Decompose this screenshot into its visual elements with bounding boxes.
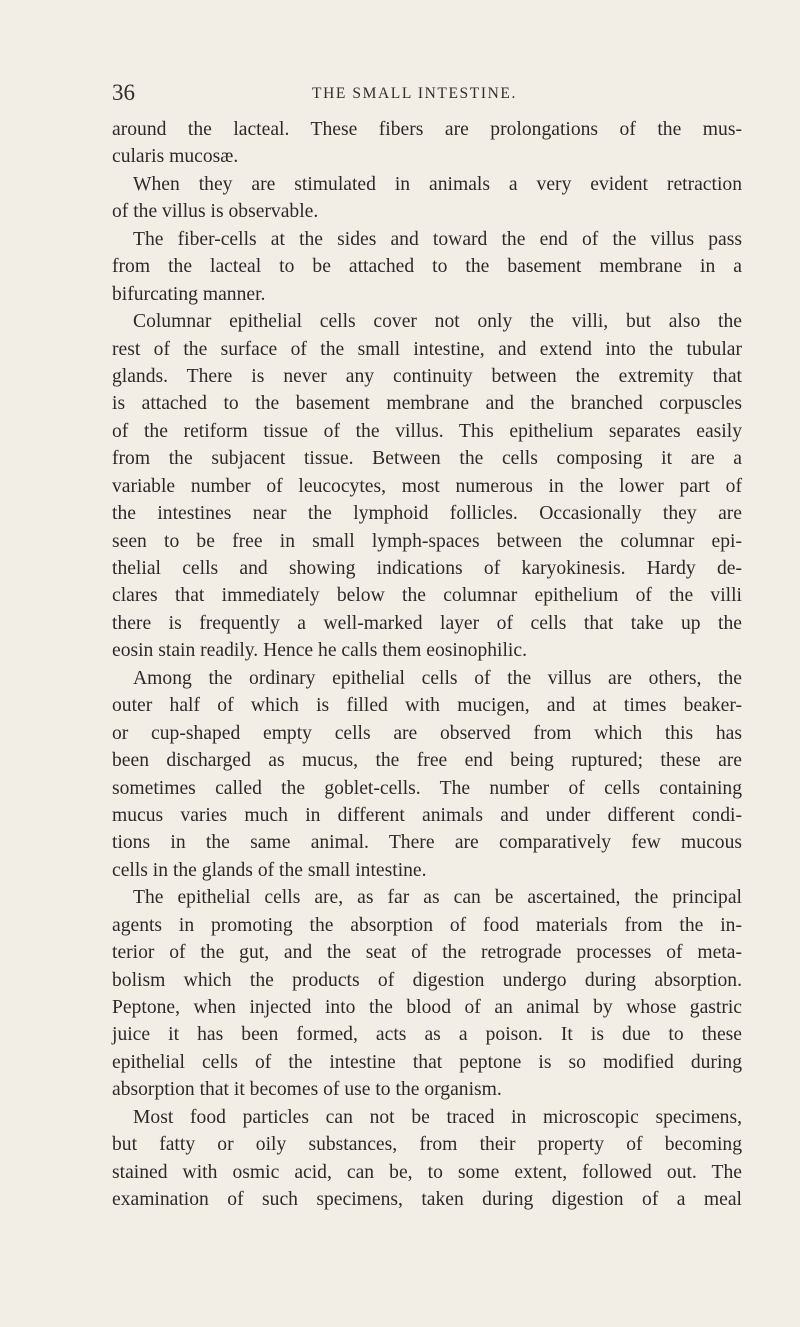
text-line: Columnar epithelial cells cover not only the villi, but also the	[133, 311, 742, 333]
text-line: absorption that it becomes of use to the organism.	[112, 1079, 502, 1101]
text-line: cells in the glands of the small intestine.	[112, 859, 427, 881]
paragraph	[112, 1104, 742, 1214]
text-line: juice it has been formed, acts as a poison. It is due to these	[112, 1024, 742, 1046]
text-line: bifurcating manner.	[112, 283, 266, 305]
text-line: around the lacteal. These fibers are prolongations of the mus-	[112, 119, 742, 140]
text-line: sometimes called the goblet-cells. The number of cells containing	[112, 777, 742, 799]
text-line: The epithelial cells are, as far as can be ascertained, the principal	[133, 887, 742, 909]
text-line: seen to be free in small lymph-spaces between the columnar epi-	[112, 530, 742, 552]
text-line: agents in promoting the absorption of food materials from the in-	[112, 914, 742, 936]
text-line: from the lacteal to be attached to the basement membrane in a	[112, 256, 742, 278]
text-line: terior of the gut, and the seat of the retrograde processes of meta-	[112, 942, 742, 964]
body-text	[112, 116, 742, 1214]
text-line: from the subjacent tissue. Between the cells composing it are a	[112, 448, 742, 470]
page-number: 36	[112, 80, 135, 105]
text-line: The fiber-cells at the sides and toward the end of the villus pass	[133, 228, 742, 250]
paragraph	[112, 171, 742, 226]
paragraph	[112, 116, 742, 171]
text-line: cularis mucosæ.	[112, 146, 239, 168]
text-line: rest of the surface of the small intestine, and extend into the tubular	[112, 338, 742, 360]
text-line: Among the ordinary epithelial cells of the villus are others, the	[133, 667, 742, 689]
text-line: glands. There is never any continuity between the extremity that	[112, 365, 742, 387]
text-line: of the retiform tissue of the villus. This epithelium separates easily	[112, 420, 742, 442]
text-line: is attached to the basement membrane and the branched corpuscles	[112, 393, 742, 415]
text-line: thelial cells and showing indications of karyokinesis. Hardy de-	[112, 558, 742, 579]
text-line: epithelial cells of the intestine that peptone is so modified during	[112, 1051, 742, 1073]
text-line: mucus varies much in different animals and under different condi-	[112, 804, 742, 826]
text-line: but fatty or oily substances, from their property of becoming	[112, 1134, 742, 1156]
paragraph	[112, 884, 742, 1104]
text-line: Most food particles can not be traced in microscopic specimens,	[133, 1106, 742, 1128]
text-line: there is frequently a well-marked layer of cells that take up the	[112, 612, 742, 634]
text-line: stained with osmic acid, can be, to some extent, followed out. The	[112, 1161, 742, 1183]
running-title: THE SMALL INTESTINE.	[312, 85, 517, 102]
text-line: Peptone, when injected into the blood of an animal by whose gastric	[112, 997, 742, 1018]
paragraph	[112, 665, 742, 885]
text-line: tions in the same animal. There are comparatively few mucous	[112, 832, 742, 854]
paragraph	[112, 226, 742, 308]
text-line: variable number of leucocytes, most numerous in the lower part of	[112, 475, 742, 497]
text-line: been discharged as mucus, the free end being ruptured; these are	[112, 750, 742, 772]
text-line: When they are stimulated in animals a very evident retraction	[133, 173, 742, 195]
text-line: the intestines near the lymphoid follicles. Occasionally they are	[112, 503, 742, 525]
text-line: or cup-shaped empty cells are observed from which this has	[112, 722, 742, 744]
paragraph	[112, 308, 742, 665]
text-line: eosin stain readily. Hence he calls them eosinophilic.	[112, 640, 527, 662]
text-line: clares that immediately below the columnar epithelium of the villi	[112, 585, 742, 607]
text-line: outer half of which is filled with mucigen, and at times beaker-	[112, 695, 742, 717]
text-line: of the villus is observable.	[112, 201, 319, 223]
text-line: bolism which the products of digestion undergo during absorption.	[112, 969, 742, 991]
running-head	[112, 78, 742, 108]
text-line: examination of such specimens, taken during digestion of a meal	[112, 1189, 742, 1211]
